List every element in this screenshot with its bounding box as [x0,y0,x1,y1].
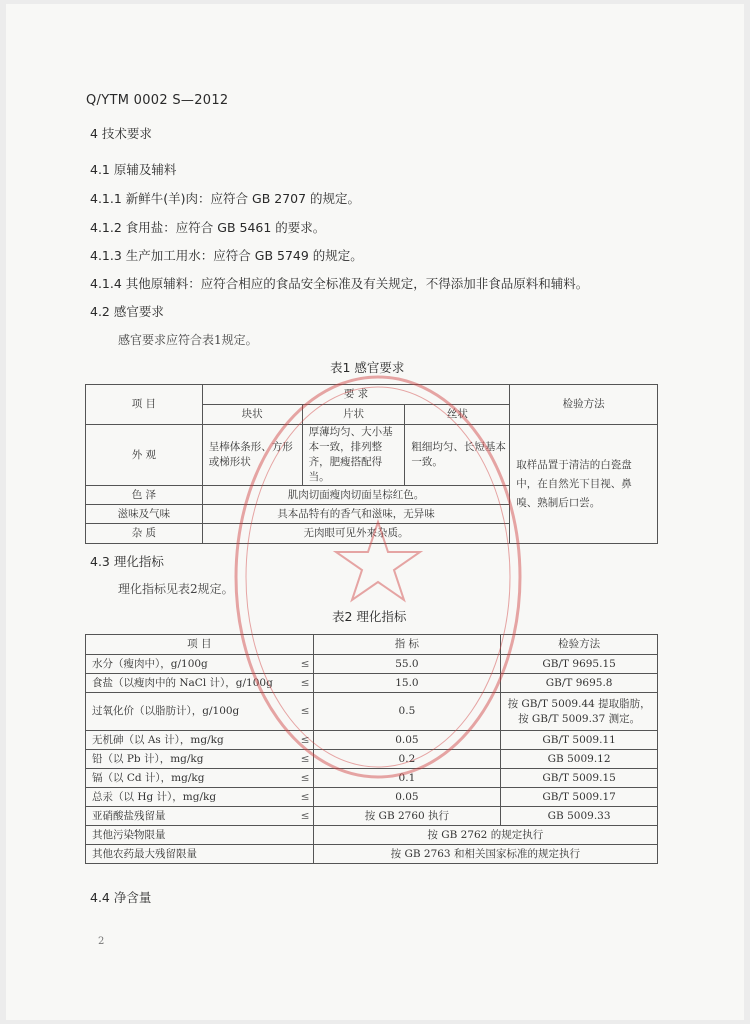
section-4-2-heading: 4.2 感官要求 [90,304,164,319]
t2-item [86,693,314,731]
t1-header-item: 项 目 [86,385,203,425]
t1-header-method: 检验方法 [510,385,658,425]
t2-item-text: 食盐（以瘦肉中的 NaCl 计），g/100g [92,676,273,689]
t1-taste-label: 滋味及气味 [86,505,203,524]
t2-span-value: 按 GB 2763 和相关国家标准的规定执行 [313,845,657,864]
t2-item [86,655,314,674]
t2-item-text: 铅（以 Pb 计），mg/kg [92,752,204,765]
t2-value: 0.05 [313,731,501,750]
table-row [86,655,658,674]
t1-color-label: 色 泽 [86,486,203,505]
t2-value: 按 GB 2760 执行 [313,807,501,826]
t2-value: 0.05 [313,788,501,807]
t1-sub-block: 块状 [202,405,302,425]
t1-appearance-label: 外 观 [86,425,203,486]
table-row [86,674,658,693]
t2-method: 按 GB/T 5009.44 提取脂肪，按 GB/T 5009.37 测定。 [501,693,658,731]
t2-lte-symbol: ≤ [300,705,310,717]
table-row [86,693,658,731]
t1-impurity-label: 杂 质 [86,524,203,544]
table-row [86,845,658,864]
section-4-2-text: 感官要求应符合表1规定。 [118,333,258,347]
t2-lte-symbol: ≤ [300,790,310,803]
t2-header-item: 项 目 [86,635,314,655]
t2-method: GB/T 5009.11 [501,731,658,750]
t2-method: GB/T 9695.15 [501,655,658,674]
standard-code: Q/YTM 0002 S—2012 [86,93,229,108]
t2-value: 0.5 [313,693,501,731]
t2-item-text: 过氧化价（以脂肪计），g/100g [92,705,240,717]
section-4-3-text: 理化指标见表2规定。 [118,582,234,596]
t2-value: 55.0 [313,655,501,674]
t1-method: 取样品置于清洁的白瓷盘中，在自然光下目视、鼻嗅、熟制后口尝。 [510,425,658,544]
table-row [86,769,658,788]
t1-appearance-block: 呈棒体条形、方形或梯形状 [202,425,302,486]
t2-item [86,807,314,826]
t2-span-item: 其他农药最大残留限量 [86,845,314,864]
t2-method: GB/T 5009.15 [501,769,658,788]
t2-method: GB/T 9695.8 [501,674,658,693]
t2-method: GB 5009.12 [501,750,658,769]
t2-item [86,788,314,807]
t2-item-text: 镉（以 Cd 计），mg/kg [92,771,205,784]
t1-appearance-slice: 厚薄均匀、大小基本一致，排列整齐，肥瘦搭配得当。 [302,425,405,486]
table-row [86,788,658,807]
physchem-table [85,634,658,864]
t2-item-text: 无机砷（以 As 计），mg/kg [92,733,224,746]
t2-item [86,769,314,788]
t2-lte-symbol: ≤ [300,771,310,784]
page-number: 2 [98,936,105,947]
t1-color-value: 肌肉切面瘦肉切面呈棕红色。 [202,486,509,505]
t2-method: GB 5009.33 [501,807,658,826]
t2-value: 0.1 [313,769,501,788]
t1-appearance-shred: 粗细均匀、长短基本一致。 [405,425,510,486]
t2-item-text: 亚硝酸盐残留量 [92,809,166,822]
table-row [86,731,658,750]
t2-lte-symbol: ≤ [300,752,310,765]
t2-header-method: 检验方法 [501,635,658,655]
section-4-1-1: 4.1.1 新鲜牛(羊)肉：应符合 GB 2707 的规定。 [90,191,361,206]
t1-taste-value: 具本品特有的香气和滋味，无异味 [202,505,509,524]
table-row [86,807,658,826]
section-4-heading: 4 技术要求 [90,126,152,141]
section-4-1-4: 4.1.4 其他原辅料：应符合相应的食品安全标准及有关规定，不得添加非食品原料和辅料。 [90,276,589,291]
t2-span-item: 其他污染物限量 [86,826,314,845]
section-4-1-heading: 4.1 原辅及辅料 [90,162,177,177]
table2-caption: 表2 理化指标 [332,609,407,624]
t2-value: 0.2 [313,750,501,769]
t2-item-text: 总汞（以 Hg 计），mg/kg [92,790,217,803]
table-row [86,826,658,845]
t2-item [86,750,314,769]
t2-lte-symbol: ≤ [300,657,310,670]
t2-header-value: 指 标 [313,635,501,655]
sensory-table [85,384,658,544]
t2-lte-symbol: ≤ [300,733,310,746]
section-4-3-heading: 4.3 理化指标 [90,554,164,569]
t2-item [86,731,314,750]
t1-sub-shred: 丝状 [405,405,510,425]
t2-span-value: 按 GB 2762 的规定执行 [313,826,657,845]
table1-caption: 表1 感官要求 [330,360,405,375]
t2-item [86,674,314,693]
t2-item-text: 水分（瘦肉中），g/100g [92,657,208,670]
section-4-1-2: 4.1.2 食用盐：应符合 GB 5461 的要求。 [90,220,326,235]
t1-impurity-value: 无肉眼可见外来杂质。 [202,524,509,544]
table-row [86,750,658,769]
t1-sub-slice: 片状 [302,405,405,425]
t2-lte-symbol: ≤ [300,676,310,689]
section-4-4-heading: 4.4 净含量 [90,890,152,905]
t1-header-requirement: 要 求 [202,385,509,405]
t2-lte-symbol: ≤ [300,809,310,822]
t2-value: 15.0 [313,674,501,693]
section-4-1-3: 4.1.3 生产加工用水：应符合 GB 5749 的规定。 [90,248,363,263]
t2-method: GB/T 5009.17 [501,788,658,807]
